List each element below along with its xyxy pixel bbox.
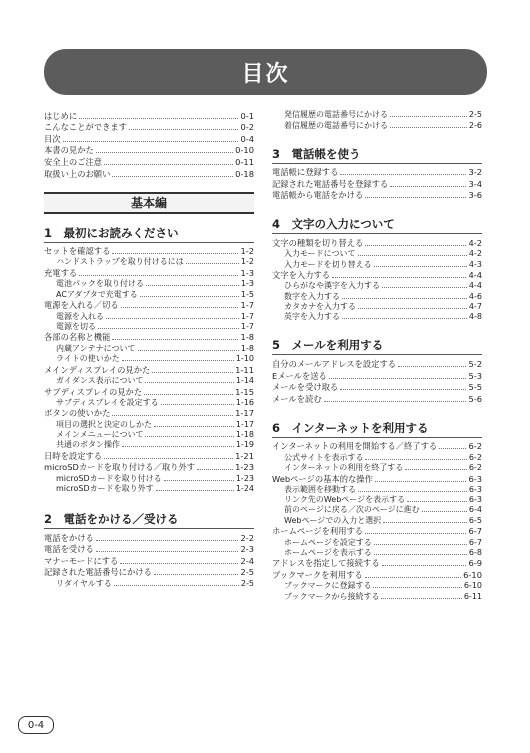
toc-entry-label: 電源を入れる／切る: [44, 300, 119, 311]
dot-leader: [106, 318, 239, 319]
toc-subentry: [44, 289, 254, 299]
toc-entry-label: Webページの基本的な操作: [272, 473, 373, 484]
kihon-heading: 基本編: [44, 192, 254, 214]
toc-subentry: [44, 322, 254, 332]
toc-entry-page: 4-7: [468, 302, 482, 312]
toc-entry-page: 6-3: [468, 484, 482, 494]
toc-subentry: [272, 581, 482, 591]
toc-entry: [272, 370, 482, 382]
dot-leader: [332, 277, 466, 278]
section-4-list: [272, 237, 482, 322]
toc-subentry: [272, 249, 482, 259]
toc-entry-label: 表示範囲を移動する: [284, 484, 356, 494]
dot-leader: [405, 469, 467, 470]
toc-entry-label: カタカナを入力する: [284, 302, 356, 312]
toc-entry: [44, 544, 254, 556]
toc-entry-label: メインメニューについて: [56, 429, 144, 439]
toc-entry-label: microSDカードを取り付ける／取り外す: [44, 462, 196, 473]
toc-entry-label: インターネットの利用を終了する: [284, 462, 404, 472]
toc-entry-label: 入力モードを切り替える: [284, 259, 372, 269]
toc-entry-label: ボタンの使いかた: [44, 408, 111, 419]
left-column: [44, 110, 254, 589]
toc-entry-label: 目次: [44, 133, 61, 144]
toc-entry-label: セットを確認する: [44, 246, 111, 257]
dot-leader: [382, 565, 467, 566]
toc-entry: [272, 558, 482, 570]
dot-leader: [383, 522, 467, 523]
dot-leader: [156, 490, 234, 491]
continued-list: [272, 110, 482, 131]
section-4-title: 4 文字の入力について: [272, 215, 482, 234]
toc-entry: [44, 386, 254, 398]
toc-entry-label: メールを受け取る: [272, 382, 339, 393]
toc-entry-label: microSDカードを取り外す: [56, 484, 154, 494]
toc-entry-page: 2-5: [240, 567, 254, 578]
toc-entry: [272, 358, 482, 370]
toc-entry-page: 1-7: [240, 300, 254, 311]
dot-leader: [375, 481, 467, 482]
toc-entry-label: Webページでの入力と選択: [284, 515, 382, 525]
dot-leader: [96, 551, 239, 552]
toc-entry-label: サブディスプレイを設定する: [56, 397, 159, 407]
dot-leader: [365, 577, 461, 578]
toc-entry-label: メールを読む: [272, 393, 322, 404]
toc-entry-page: 5-6: [468, 393, 482, 404]
toc-entry-label: 着信履歴の電話番号にかける: [284, 120, 388, 130]
toc-entry: [272, 270, 482, 282]
dot-leader: [120, 563, 238, 564]
toc-entry-page: 2-5: [240, 578, 254, 588]
dot-leader: [374, 266, 467, 267]
toc-entry: [44, 267, 254, 279]
toc-entry-page: 1-8: [240, 332, 254, 343]
toc-entry-page: 0-4: [240, 133, 254, 144]
toc-entry-label: 前のページに戻る／次のページに進む: [284, 505, 420, 515]
section-1-list: [44, 246, 254, 495]
toc-entry-label: 公式サイトを表示する: [284, 452, 364, 462]
page-number-badge: [18, 716, 54, 734]
toc-entry-page: 6-2: [468, 462, 482, 472]
dot-leader: [390, 186, 466, 187]
toc-entry-page: 6-4: [468, 505, 482, 515]
toc-entry-label: マナーモードにする: [44, 555, 119, 566]
toc-entry: [272, 569, 482, 581]
toc-entry: [272, 382, 482, 394]
toc-entry-label: ブックマークを利用する: [272, 570, 363, 581]
toc-entry-label: 共通のボタン操作: [56, 440, 120, 450]
toc-entry-label: こんなことができます: [44, 122, 127, 133]
dot-leader: [164, 480, 234, 481]
toc-entry: [272, 393, 482, 405]
section-6-title: 6 インターネットを利用する: [272, 419, 482, 438]
toc-subentry: [44, 440, 254, 450]
toc-entry-label: 日時を設定する: [44, 450, 103, 461]
toc-entry-page: 4-8: [468, 312, 482, 322]
toc-subentry: [44, 430, 254, 440]
toc-entry-page: 0-1: [240, 110, 254, 121]
dot-leader: [79, 275, 238, 276]
toc-entry-page: 1-21: [235, 450, 254, 461]
toc-entry: [44, 462, 254, 474]
toc-subentry: [272, 120, 482, 130]
toc-entry: [44, 300, 254, 312]
dot-leader: [365, 533, 466, 534]
dot-leader: [140, 296, 239, 297]
toc-entry-label: 自分のメールアドレスを設定する: [272, 358, 397, 369]
toc-entry: [44, 408, 254, 420]
dot-leader: [112, 176, 233, 177]
dot-leader: [390, 127, 467, 128]
dot-leader: [324, 401, 467, 402]
toc-entry: [44, 133, 254, 145]
dot-leader: [96, 540, 239, 541]
section-6-list: [272, 441, 482, 602]
section-5-title: 5 メールを利用する: [272, 336, 482, 355]
toc-entry-page: 0-10: [235, 145, 254, 156]
toc-entry-page: 5-5: [468, 382, 482, 393]
toc-entry-page: 2-6: [468, 120, 482, 130]
section-3-title: 3 電話帳を使う: [272, 145, 482, 164]
dot-leader: [382, 287, 467, 288]
toc-entry-page: 6-3: [468, 495, 482, 505]
dot-leader: [439, 448, 466, 449]
toc-entry-page: 1-3: [240, 279, 254, 289]
toc-entry-label: ホームページを表示する: [284, 547, 372, 557]
dot-leader: [329, 378, 467, 379]
section-2-title: 2 電話をかける／受ける: [44, 510, 254, 529]
toc-header: [44, 49, 487, 95]
toc-entry-label: 電池パックを取り付ける: [56, 279, 144, 289]
toc-entry-page: 1-17: [235, 419, 254, 429]
intro-list: [44, 110, 254, 180]
dot-leader: [129, 129, 238, 130]
toc-entry-label: リンク先のWebページを表示する: [284, 495, 406, 505]
toc-entry-page: 4-4: [468, 281, 482, 291]
dot-leader: [365, 459, 466, 460]
toc-entry-label: 電話を受ける: [44, 544, 94, 555]
toc-entry-label: microSDカードを取り付ける: [56, 473, 162, 483]
dot-leader: [104, 458, 233, 459]
toc-subentry: [272, 505, 482, 515]
toc-entry-page: 1-23: [235, 473, 254, 483]
toc-entry-page: 4-3: [468, 259, 482, 269]
toc-entry: [44, 450, 254, 462]
dot-leader: [122, 360, 234, 361]
toc-entry-page: 0-18: [235, 168, 254, 179]
toc-entry-page: 0-2: [240, 122, 254, 133]
toc-entry-label: メインディスプレイの見かた: [44, 364, 151, 375]
toc-entry-page: 1-3: [240, 268, 254, 279]
toc-subentry: [272, 485, 482, 495]
section-5-list: [272, 358, 482, 404]
toc-entry: [272, 167, 482, 179]
dot-leader: [381, 598, 461, 599]
toc-entry-page: 6-8: [468, 547, 482, 557]
toc-subentry: [44, 578, 254, 588]
toc-entry-label: 取扱い上のお願い: [44, 168, 111, 179]
section-1-title: 1 最初にお読みください: [44, 224, 254, 243]
dot-leader: [342, 298, 467, 299]
toc-subentry: [272, 548, 482, 558]
dot-leader: [365, 197, 466, 198]
toc-entry-label: ハンドストラップを取り付けるには: [56, 257, 184, 267]
toc-entry-page: 1-16: [235, 397, 254, 407]
toc-entry-page: 6-2: [468, 441, 482, 452]
toc-entry-page: 1-17: [235, 408, 254, 419]
dot-leader: [79, 118, 238, 119]
dot-leader: [365, 245, 466, 246]
toc-subentry: [272, 452, 482, 462]
dot-leader: [390, 116, 467, 117]
toc-entry-page: 4-6: [468, 291, 482, 301]
toc-entry: [44, 110, 254, 122]
toc-entry: [272, 178, 482, 190]
toc-entry-label: ひらがなや漢字を入力する: [284, 281, 380, 291]
toc-entry-label: 数字を入力する: [284, 291, 340, 301]
dot-leader: [373, 587, 461, 588]
toc-entry-page: 6-7: [468, 537, 482, 547]
toc-entry-page: 1-14: [235, 375, 254, 385]
toc-entry: [272, 526, 482, 538]
dot-leader: [398, 366, 466, 367]
toc-subentry: [44, 311, 254, 321]
dot-leader: [154, 426, 234, 427]
toc-entry-page: 0-11: [235, 156, 254, 167]
dot-leader: [122, 446, 234, 447]
toc-entry-label: ブックマークに登録する: [284, 581, 372, 591]
page-number: 0-4: [27, 719, 45, 731]
toc-entry-label: 各部の名称と機能: [44, 332, 111, 343]
dot-leader: [96, 152, 233, 153]
toc-entry-page: 1-7: [240, 321, 254, 331]
toc-entry-label: 充電する: [44, 268, 78, 279]
dot-leader: [138, 350, 239, 351]
toc-entry-label: ガイダンス表示について: [56, 375, 144, 385]
toc-entry: [44, 145, 254, 157]
dot-leader: [340, 174, 466, 175]
toc-entry-page: 1-15: [235, 386, 254, 397]
dot-leader: [154, 574, 239, 575]
toc-subentry: [44, 376, 254, 386]
toc-entry-page: 1-7: [240, 311, 254, 321]
toc-entry: [44, 156, 254, 168]
toc-entry-label: 項目の選択と決定のしかた: [56, 419, 152, 429]
dot-leader: [152, 372, 233, 373]
dot-leader: [112, 415, 233, 416]
toc-entry-page: 1-10: [235, 354, 254, 364]
toc-subentry: [272, 591, 482, 601]
toc-subentry: [272, 537, 482, 547]
dot-leader: [342, 318, 467, 319]
toc-entry-label: 安全上のご注意: [44, 156, 103, 167]
toc-entry-label: 英字を入力する: [284, 312, 340, 322]
toc-entry-page: 1-23: [235, 462, 254, 473]
toc-entry-page: 6-5: [468, 515, 482, 525]
dot-leader: [358, 491, 467, 492]
toc-entry-label: アドレスを指定して接続する: [272, 558, 380, 569]
toc-entry-label: インターネットの利用を開始する／終了する: [272, 441, 438, 452]
toc-entry-page: 3-4: [468, 178, 482, 189]
toc-entry: [44, 168, 254, 180]
dot-leader: [422, 511, 467, 512]
toc-entry-page: 3-6: [468, 190, 482, 201]
dot-leader: [144, 394, 233, 395]
section-3-list: [272, 167, 482, 202]
toc-subentry: [272, 463, 482, 473]
toc-entry: [44, 567, 254, 579]
toc-entry: [44, 332, 254, 344]
toc-entry-label: ホームページを利用する: [272, 526, 364, 537]
toc-entry-page: 2-4: [240, 555, 254, 566]
toc-entry: [272, 473, 482, 485]
toc-entry-page: 5-3: [468, 370, 482, 381]
toc-subentry: [272, 515, 482, 525]
dot-leader: [112, 339, 238, 340]
dot-leader: [407, 501, 467, 502]
dot-leader: [161, 404, 234, 405]
toc-entry-label: 文字の種類を切り替える: [272, 237, 364, 248]
toc-entry-page: 1-19: [235, 440, 254, 450]
toc-entry-page: 6-7: [468, 526, 482, 537]
dot-leader: [145, 382, 233, 383]
toc-entry-label: ホームページを設定する: [284, 537, 372, 547]
page-title: 目次: [241, 61, 290, 87]
dot-leader: [104, 164, 233, 165]
toc-subentry: [272, 291, 482, 301]
toc-entry: [44, 122, 254, 134]
toc-entry-page: 6-2: [468, 452, 482, 462]
toc-entry-page: 1-8: [240, 343, 254, 353]
dot-leader: [340, 389, 466, 390]
toc-subentry: [44, 343, 254, 353]
toc-entry: [44, 532, 254, 544]
toc-subentry: [272, 281, 482, 291]
toc-entry: [272, 441, 482, 453]
toc-entry-label: 電話帳に登録する: [272, 167, 339, 178]
toc-entry-page: 6-9: [468, 558, 482, 569]
toc-entry-page: 6-10: [463, 581, 482, 591]
toc-entry-label: 電話をかける: [44, 532, 94, 543]
toc-subentry: [44, 279, 254, 289]
toc-entry-label: 本書の見かた: [44, 145, 94, 156]
toc-entry-label: 記録された電話番号を登録する: [272, 178, 389, 189]
toc-entry-page: 4-2: [468, 249, 482, 259]
toc-entry: [272, 237, 482, 249]
toc-entry-page: 1-2: [240, 257, 254, 267]
toc-entry-page: 1-18: [235, 429, 254, 439]
section-2-list: [44, 532, 254, 589]
dot-leader: [145, 436, 233, 437]
toc-entry-label: 発信履歴の電話番号にかける: [284, 110, 388, 120]
dot-leader: [374, 544, 467, 545]
toc-entry-label: Eメールを送る: [272, 370, 327, 381]
toc-entry-page: 1-24: [235, 484, 254, 494]
toc-subentry: [44, 473, 254, 483]
toc-subentry: [272, 495, 482, 505]
toc-entry-label: はじめに: [44, 110, 78, 121]
toc-entry-page: 2-5: [468, 110, 482, 120]
toc-subentry: [44, 484, 254, 494]
toc-entry-label: 電源を切る: [56, 321, 96, 331]
toc-entry-page: 6-10: [463, 570, 482, 581]
toc-subentry: [272, 302, 482, 312]
toc-entry-page: 1-5: [240, 289, 254, 299]
dot-leader: [146, 285, 239, 286]
dot-leader: [358, 255, 467, 256]
toc-entry-page: 4-4: [468, 270, 482, 281]
toc-entry-label: ACアダプタで充電する: [56, 289, 138, 299]
toc-subentry: [272, 110, 482, 120]
toc-entry-label: リダイヤルする: [56, 578, 112, 588]
toc-entry: [272, 190, 482, 202]
dot-leader: [186, 263, 239, 264]
toc-subentry: [44, 354, 254, 364]
toc-entry-page: 6-11: [463, 591, 482, 601]
toc-entry-page: 2-2: [240, 532, 254, 543]
toc-subentry: [44, 419, 254, 429]
toc-entry-page: 5-2: [468, 358, 482, 369]
toc-entry-label: 電話帳から電話をかける: [272, 190, 364, 201]
dot-leader: [358, 308, 467, 309]
toc-entry-label: 入力モードについて: [284, 249, 356, 259]
dot-leader: [121, 307, 239, 308]
toc-entry-page: 2-3: [240, 544, 254, 555]
toc-entry-label: ブックマークから接続する: [284, 591, 380, 601]
toc-subentry: [44, 398, 254, 408]
toc-subentry: [272, 259, 482, 269]
toc-entry: [44, 555, 254, 567]
dot-leader: [114, 585, 239, 586]
toc-entry-page: 3-2: [468, 167, 482, 178]
toc-entry-label: サブディスプレイの見かた: [44, 386, 143, 397]
toc-entry-label: 文字を入力する: [272, 270, 331, 281]
dot-leader: [63, 141, 239, 142]
toc-entry-label: ライトの使いかた: [56, 354, 120, 364]
toc-entry-page: 4-2: [468, 237, 482, 248]
toc-entry-page: 6-3: [468, 473, 482, 484]
toc-subentry: [44, 257, 254, 267]
dot-leader: [374, 554, 467, 555]
dot-leader: [112, 253, 238, 254]
dot-leader: [98, 328, 239, 329]
dot-leader: [197, 469, 233, 470]
toc-entry-label: 記録された電話番号にかける: [44, 567, 152, 578]
toc-entry: [44, 246, 254, 258]
toc-entry-page: 1-11: [235, 364, 254, 375]
right-column: [272, 110, 482, 602]
toc-subentry: [272, 312, 482, 322]
toc-entry: [44, 364, 254, 376]
toc-entry-label: 電源を入れる: [56, 311, 104, 321]
toc-entry-label: 内蔵アンテナについて: [56, 343, 136, 353]
toc-entry-page: 1-2: [240, 246, 254, 257]
